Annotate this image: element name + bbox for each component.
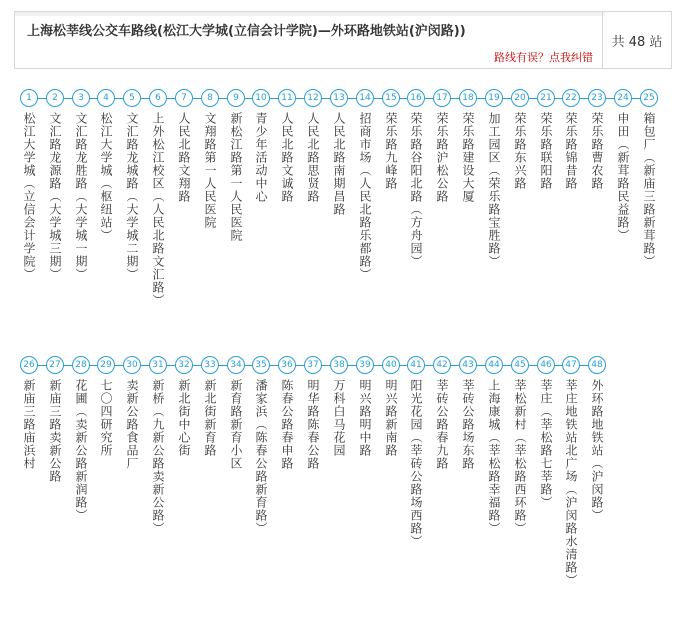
stop-number-badge: 4 — [97, 89, 115, 107]
bus-stop[interactable] — [455, 89, 481, 203]
stop-name: 箱包厂（新庙三路新茸路） — [642, 112, 656, 268]
stop-number-badge: 7 — [175, 89, 193, 107]
stop-number-badge: 47 — [562, 356, 580, 374]
bus-stop[interactable] — [507, 356, 533, 535]
stop-name: 文汇路龙源路（大学城三期） — [48, 112, 62, 281]
stop-name: 荣乐路沪松公路 — [435, 112, 449, 203]
stop-name: 新庙三路庙浜村 — [22, 379, 36, 470]
stop-name: 荣乐路九峰路 — [384, 112, 398, 190]
bus-stop[interactable] — [197, 356, 223, 457]
stop-name: 上外松江校区（人民北路文汇路） — [151, 112, 165, 307]
stop-number-badge: 10 — [252, 89, 270, 107]
header-accent-bar — [15, 12, 605, 16]
bus-stop[interactable] — [584, 356, 610, 522]
bus-stop[interactable] — [481, 89, 507, 268]
stop-number-badge: 27 — [46, 356, 64, 374]
stop-name: 荣乐路建设大厦 — [461, 112, 475, 203]
stop-name: 青少年活动中心 — [254, 112, 268, 203]
stop-number-badge: 11 — [278, 89, 296, 107]
stop-number-badge: 30 — [123, 356, 141, 374]
bus-stop[interactable] — [326, 356, 352, 457]
stop-number-badge: 8 — [201, 89, 219, 107]
stop-name: 荣乐路曹农路 — [590, 112, 604, 190]
report-error-link[interactable]: 路线有误？点我纠错 — [494, 51, 593, 64]
bus-stop[interactable] — [636, 89, 662, 268]
bus-stop[interactable] — [378, 356, 404, 457]
stop-number-badge: 23 — [588, 89, 606, 107]
bus-stop[interactable] — [429, 89, 455, 203]
stop-name: 莘砖公路场东路 — [461, 379, 475, 470]
stop-number-badge: 35 — [252, 356, 270, 374]
stop-name: 莘砖公路春九路 — [435, 379, 449, 470]
bus-stop[interactable] — [171, 356, 197, 457]
stop-number-badge: 38 — [330, 356, 348, 374]
stop-number-badge: 32 — [175, 356, 193, 374]
stop-number-badge: 3 — [72, 89, 90, 107]
bus-stop[interactable] — [481, 356, 507, 535]
bus-stop[interactable] — [171, 89, 197, 203]
stop-name: 新育路新育小区 — [229, 379, 243, 470]
stop-name: 阳光花园（莘砖公路场西路） — [409, 379, 423, 548]
bus-stop[interactable] — [558, 89, 584, 190]
bus-stop[interactable] — [16, 89, 42, 281]
stop-number-badge: 12 — [304, 89, 322, 107]
stop-name: 文汇路龙胜路（大学城一期） — [74, 112, 88, 281]
bus-stop[interactable] — [197, 89, 223, 229]
stop-count: 共 48 站 — [602, 12, 671, 68]
stops-row-2 — [16, 356, 666, 596]
bus-stop[interactable] — [145, 356, 171, 535]
stop-number-badge: 44 — [485, 356, 503, 374]
stop-name: 文汇路龙城路（大学城二期） — [125, 112, 139, 281]
bus-stop[interactable] — [42, 356, 68, 483]
stop-name: 招商市场（人民北路乐都路） — [358, 112, 372, 281]
bus-stop[interactable] — [223, 89, 249, 242]
stop-number-badge: 39 — [356, 356, 374, 374]
bus-stop[interactable] — [223, 356, 249, 470]
bus-stop[interactable] — [68, 356, 94, 522]
route-header — [14, 11, 672, 69]
bus-stop[interactable] — [300, 89, 326, 203]
bus-stop[interactable] — [429, 356, 455, 470]
stop-name: 莘庄（莘松路七莘路） — [539, 379, 553, 509]
stop-name: 卖新公路食品厂 — [125, 379, 139, 470]
bus-stop[interactable] — [248, 356, 274, 535]
stop-number-badge: 42 — [433, 356, 451, 374]
stop-name: 人民北路文诚路 — [280, 112, 294, 203]
bus-stop[interactable] — [300, 356, 326, 470]
stop-name: 莘庄地铁站北广场（沪闵路水清路） — [564, 379, 578, 587]
stop-name: 明华路陈春公路 — [306, 379, 320, 470]
bus-stop[interactable] — [68, 89, 94, 281]
stop-number-badge: 34 — [227, 356, 245, 374]
bus-stop[interactable] — [16, 356, 42, 470]
stop-name: 莘松新村（莘松路西环路） — [513, 379, 527, 535]
bus-stop[interactable] — [119, 89, 145, 281]
bus-stop[interactable] — [378, 89, 404, 190]
stop-name: 荣乐路联阳路 — [539, 112, 553, 190]
stop-number-badge: 19 — [485, 89, 503, 107]
stop-number-badge: 41 — [407, 356, 425, 374]
stop-name: 万科白马花园 — [332, 379, 346, 457]
stop-number-badge: 16 — [407, 89, 425, 107]
stop-number-badge: 24 — [614, 89, 632, 107]
stop-name: 明兴路新南路 — [384, 379, 398, 457]
stop-name: 新庙三路卖新公路 — [48, 379, 62, 483]
stop-number-badge: 48 — [588, 356, 606, 374]
stop-name: 松江大学城（枢纽站） — [99, 112, 113, 242]
stop-number-badge: 21 — [537, 89, 555, 107]
stop-name: 新桥（九新公路卖新公路） — [151, 379, 165, 535]
bus-stop[interactable] — [119, 356, 145, 470]
stop-number-badge: 28 — [72, 356, 90, 374]
stop-number-badge: 5 — [123, 89, 141, 107]
stop-name: 荣乐路谷阳北路（方舟园） — [409, 112, 423, 268]
stop-name: 新北街中心街 — [177, 379, 191, 457]
bus-stop[interactable] — [274, 356, 300, 470]
stop-number-badge: 1 — [20, 89, 38, 107]
stop-name: 陈春公路春申路 — [280, 379, 294, 470]
bus-stop[interactable] — [455, 356, 481, 470]
stop-name: 外环路地铁站（沪闵路） — [590, 379, 604, 522]
stop-number-badge: 45 — [511, 356, 529, 374]
stop-number-badge: 9 — [227, 89, 245, 107]
stop-number-badge: 37 — [304, 356, 322, 374]
bus-stop[interactable] — [145, 89, 171, 307]
stop-name: 新北街新育路 — [203, 379, 217, 457]
stop-name: 文翔路第一人民医院 — [203, 112, 217, 229]
bus-stop[interactable] — [403, 356, 429, 548]
stop-name: 人民北路思贤路 — [306, 112, 320, 203]
stop-number-badge: 33 — [201, 356, 219, 374]
bus-stop[interactable] — [533, 356, 559, 509]
bus-stop[interactable] — [326, 89, 352, 216]
stop-number-badge: 15 — [382, 89, 400, 107]
bus-stop[interactable] — [584, 89, 610, 190]
bus-stop[interactable] — [93, 89, 119, 242]
bus-stop[interactable] — [42, 89, 68, 281]
bus-stop[interactable] — [558, 356, 584, 587]
stop-number-badge: 46 — [537, 356, 555, 374]
stop-number-badge: 31 — [149, 356, 167, 374]
stop-number-badge: 14 — [356, 89, 374, 107]
stop-name: 上海康城（莘松路幸福路） — [487, 379, 501, 535]
route-title: 上海松莘线公交车路线(松江大学城(立信会计学院)—外环路地铁站(沪闵路)) — [27, 24, 466, 39]
stop-name: 人民北路南期昌路 — [332, 112, 346, 216]
bus-stop[interactable] — [403, 89, 429, 268]
stop-number-badge: 20 — [511, 89, 529, 107]
stop-name: 潘家浜（陈春公路新育路） — [254, 379, 268, 535]
stop-number-badge: 17 — [433, 89, 451, 107]
stop-number-badge: 36 — [278, 356, 296, 374]
stop-name: 加工园区（荣乐路宝胜路） — [487, 112, 501, 268]
stop-number-badge: 22 — [562, 89, 580, 107]
bus-stop[interactable] — [610, 89, 636, 242]
bus-stop[interactable] — [352, 89, 378, 281]
bus-stop[interactable] — [507, 89, 533, 190]
bus-stop[interactable] — [274, 89, 300, 203]
bus-stop[interactable] — [533, 89, 559, 190]
stop-name: 荣乐路东兴路 — [513, 112, 527, 190]
stop-number-badge: 18 — [459, 89, 477, 107]
stop-number-badge: 26 — [20, 356, 38, 374]
bus-stop[interactable] — [248, 89, 274, 203]
stop-name: 松江大学城（立信会计学院） — [22, 112, 36, 281]
stop-number-badge: 29 — [97, 356, 115, 374]
stops-row-1 — [16, 89, 666, 329]
bus-stop[interactable] — [352, 356, 378, 457]
stop-number-badge: 43 — [459, 356, 477, 374]
stop-number-badge: 25 — [640, 89, 658, 107]
stop-name: 新松江路第一人民医院 — [229, 112, 243, 242]
stop-name: 申田（新茸路民益路） — [616, 112, 630, 242]
stop-number-badge: 6 — [149, 89, 167, 107]
stop-name: 荣乐路锦昔路 — [564, 112, 578, 190]
bus-stop[interactable] — [93, 356, 119, 457]
stop-number-badge: 13 — [330, 89, 348, 107]
stop-name: 花圃（卖新公路新润路） — [74, 379, 88, 522]
stop-number-badge: 40 — [382, 356, 400, 374]
stop-name: 人民北路文翔路 — [177, 112, 191, 203]
stop-name: 七〇四研究所 — [99, 379, 113, 457]
stop-number-badge: 2 — [46, 89, 64, 107]
stop-name: 明兴路明中路 — [358, 379, 372, 457]
